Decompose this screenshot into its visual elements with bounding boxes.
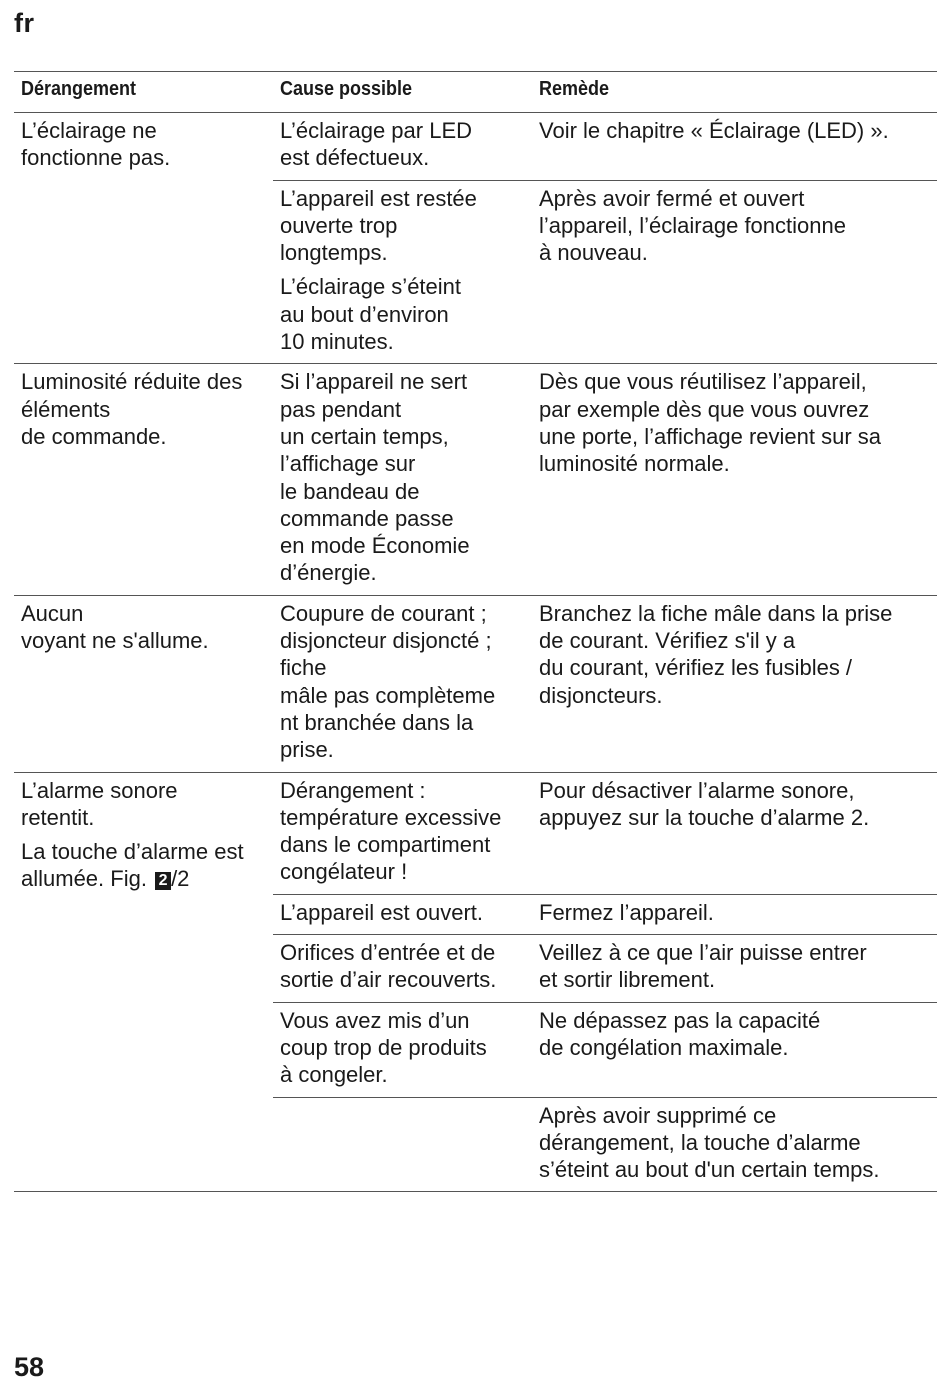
table-row bbox=[273, 364, 937, 594]
remedy-text: Voir le chapitre « Éclairage (LED) ». bbox=[539, 118, 889, 143]
header-remedy: Remède bbox=[539, 78, 610, 100]
table-row-group bbox=[14, 596, 937, 773]
table-row bbox=[273, 113, 937, 180]
troubleshooting-table bbox=[14, 71, 937, 1192]
cause-text: L’appareil est restée ouverte trop longtemps. bbox=[280, 185, 477, 266]
problem-cell bbox=[14, 113, 273, 363]
cause-text: Orifices d’entrée et de sortie d’air recouverts. bbox=[280, 940, 497, 993]
cause-text: Coupure de courant ; disjoncteur disjoncté ; fiche mâle pas complèteme nt branchée dans la prise. bbox=[280, 600, 496, 763]
cause-cell bbox=[273, 773, 532, 894]
remedy-text: Ne dépassez pas la capacité de congélation maximale. bbox=[539, 1007, 821, 1060]
problem-text: L’éclairage ne fonctionne pas. bbox=[21, 118, 171, 171]
table-row bbox=[273, 773, 937, 894]
cause-remedy-list bbox=[273, 113, 937, 363]
table-row bbox=[273, 1002, 937, 1097]
table-row bbox=[273, 894, 937, 934]
remedy-text: Pour désactiver l’alarme sonore, appuyez sur la touche d’alarme 2. bbox=[539, 777, 870, 830]
cause-cell bbox=[273, 895, 532, 934]
remedy-text: Branchez la fiche mâle dans la prise de courant. Vérifiez s'il y a du courant, vérifiez les fusibles / disjoncteurs. bbox=[539, 600, 893, 708]
problem-cell bbox=[14, 364, 273, 594]
table-row-group bbox=[14, 113, 937, 364]
remedy-cell bbox=[532, 364, 937, 594]
remedy-cell bbox=[532, 1098, 937, 1192]
remedy-text: Veillez à ce que l’air puisse entrer et sortir librement. bbox=[539, 940, 867, 993]
remedy-cell bbox=[532, 935, 937, 1002]
problem-cell bbox=[14, 773, 273, 1192]
problem-text: L’alarme sonore retentit. bbox=[21, 777, 178, 830]
header-problem: Dérangement bbox=[21, 78, 137, 100]
header-cause: Cause possible bbox=[280, 78, 413, 100]
cause-cell bbox=[273, 596, 532, 772]
cause-cell bbox=[273, 181, 532, 364]
table-row bbox=[273, 934, 937, 1002]
table-row bbox=[273, 596, 937, 772]
problem-text bbox=[21, 838, 265, 893]
table-header bbox=[14, 71, 937, 113]
remedy-cell bbox=[532, 895, 937, 934]
remedy-cell bbox=[532, 773, 937, 894]
cause-cell bbox=[273, 113, 532, 180]
table-row-group bbox=[14, 773, 937, 1193]
cause-text: Si l’appareil ne sert pas pendant un certain temps, l’affichage sur le bandeau de commande passe en mode Économie d’énergie. bbox=[280, 369, 470, 586]
cause-cell bbox=[273, 364, 532, 594]
cause-cell bbox=[273, 1098, 532, 1192]
problem-cell bbox=[14, 596, 273, 772]
remedy-text: Après avoir supprimé ce dérangement, la touche d’alarme s’éteint au bout d'un certain temps. bbox=[539, 1102, 880, 1183]
cause-remedy-list bbox=[273, 773, 937, 1192]
cause-cell bbox=[273, 935, 532, 1002]
remedy-text: Fermez l’appareil. bbox=[539, 899, 714, 925]
remedy-cell bbox=[532, 1003, 937, 1097]
cause-cell bbox=[273, 1003, 532, 1097]
remedy-cell bbox=[532, 596, 937, 772]
page-number: 58 bbox=[14, 1352, 45, 1382]
remedy-cell bbox=[532, 113, 937, 180]
cause-text: L’appareil est ouvert. bbox=[280, 899, 484, 925]
figure-reference-suffix: /2 bbox=[171, 866, 190, 892]
table-row bbox=[273, 180, 937, 364]
cause-text: Dérangement : température excessive dans le compartiment congélateur ! bbox=[280, 777, 502, 885]
language-label: fr bbox=[14, 8, 35, 38]
problem-text: Aucun voyant ne s'allume. bbox=[21, 600, 209, 654]
problem-extra-text: La touche d’alarme est allumée. Fig. bbox=[21, 839, 244, 892]
remedy-cell bbox=[532, 181, 937, 364]
cause-text: Vous avez mis d’un coup trop de produits à congeler. bbox=[280, 1007, 487, 1088]
table-row bbox=[273, 1097, 937, 1192]
cause-text: L’éclairage s’éteint au bout d’environ 10 minutes. bbox=[280, 274, 462, 355]
figure-reference-badge: 2 bbox=[155, 872, 171, 890]
problem-text: Luminosité réduite des éléments de commande. bbox=[21, 369, 243, 449]
cause-text: L’éclairage par LED est défectueux. bbox=[280, 118, 473, 171]
cause-remedy-list bbox=[273, 596, 937, 772]
table-body bbox=[14, 113, 937, 1192]
remedy-text: Après avoir fermé et ouvert l’appareil, l’éclairage fonctionne à nouveau. bbox=[539, 185, 846, 266]
table-row-group bbox=[14, 364, 937, 595]
cause-remedy-list bbox=[273, 364, 937, 594]
remedy-text: Dès que vous réutilisez l’appareil, par exemple dès que vous ouvrez une porte, l’affichage revient sur sa luminosité normale. bbox=[539, 369, 882, 477]
